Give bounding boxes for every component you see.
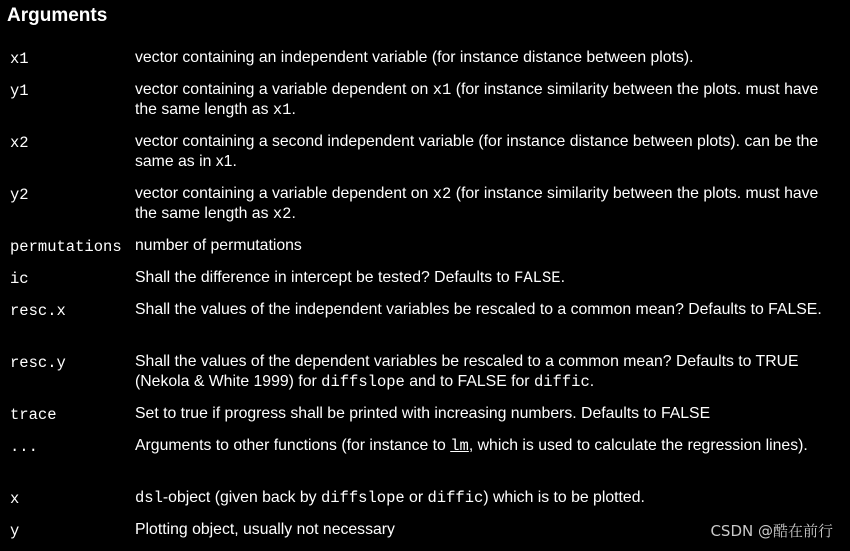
argument-name: ... xyxy=(10,438,38,456)
description-text: and to FALSE for xyxy=(404,373,534,390)
description-text: . xyxy=(589,373,595,390)
description-text: vector containing a second independent variable (for instance distance between plots). can be the same as in x1. xyxy=(135,133,819,170)
code-text: diffic xyxy=(533,373,590,391)
description-text: number of permutations xyxy=(135,237,302,254)
code-text: diffslope xyxy=(321,373,405,391)
argument-name: resc.y xyxy=(10,354,66,372)
description-text: Shall the difference in intercept be tested? Defaults to xyxy=(135,269,515,286)
argument-name: permutations xyxy=(10,238,122,256)
code-text: x1 xyxy=(272,101,292,119)
description-text: Arguments to other functions (for instance to xyxy=(135,437,451,454)
argument-description xyxy=(135,132,840,172)
description-text: -object (given back by xyxy=(162,489,321,506)
argument-name: y xyxy=(10,522,20,540)
argument-name: resc.x xyxy=(10,302,66,320)
argument-name: x1 xyxy=(10,50,29,68)
description-text: (for instance similarity between the plots. must have the same length as xyxy=(135,185,819,222)
code-text: x1 xyxy=(432,81,452,99)
code-text: FALSE xyxy=(514,269,561,287)
description-text: Shall the values of the dependent variables be rescaled to a common mean? Defaults to TRUE (Nekola & White 1999) for xyxy=(135,353,799,390)
description-text: . xyxy=(291,101,296,118)
csdn-watermark: CSDN @酷在前行 xyxy=(710,522,833,540)
argument-name: trace xyxy=(10,406,57,424)
description-text: (for instance similarity between the plots. must have the same length as xyxy=(135,81,819,118)
code-text: x2 xyxy=(432,185,452,203)
description-text: Plotting object, usually not necessary xyxy=(135,521,395,538)
argument-name: y2 xyxy=(10,186,29,204)
argument-name: ic xyxy=(10,270,29,288)
lm-link[interactable]: lm xyxy=(450,437,469,455)
description-text: , which is used to calculate the regression lines). xyxy=(468,437,808,454)
argument-description xyxy=(135,268,840,288)
argument-description xyxy=(135,404,840,424)
description-text: vector containing an independent variable (for instance distance between plots). xyxy=(135,49,694,66)
code-text: x2 xyxy=(272,205,292,223)
argument-description xyxy=(135,48,840,68)
description-text: Shall the values of the independent variables be rescaled to a common mean? Defaults to FALSE. xyxy=(135,301,822,318)
code-text: diffic xyxy=(427,489,484,507)
code-text: dsl xyxy=(135,489,163,507)
argument-description xyxy=(135,488,840,508)
description-text: . xyxy=(560,269,565,286)
argument-description xyxy=(135,300,840,320)
description-text: Set to true if progress shall be printed with increasing numbers. Defaults to FALSE xyxy=(135,405,711,422)
argument-description xyxy=(135,184,840,224)
section-heading: Arguments xyxy=(7,5,108,26)
argument-name: x2 xyxy=(10,134,29,152)
code-text: diffslope xyxy=(320,489,405,507)
description-text: vector containing a variable dependent on xyxy=(135,185,433,202)
description-text: . xyxy=(291,205,296,222)
description-text: vector containing a variable dependent on xyxy=(135,81,433,98)
argument-description xyxy=(135,436,840,456)
argument-description xyxy=(135,352,840,392)
description-text: ) which is to be plotted. xyxy=(483,489,645,506)
argument-description xyxy=(135,236,840,256)
argument-name: y1 xyxy=(10,82,29,100)
description-text: or xyxy=(404,489,428,506)
argument-description xyxy=(135,80,840,120)
argument-name: x xyxy=(10,490,20,508)
